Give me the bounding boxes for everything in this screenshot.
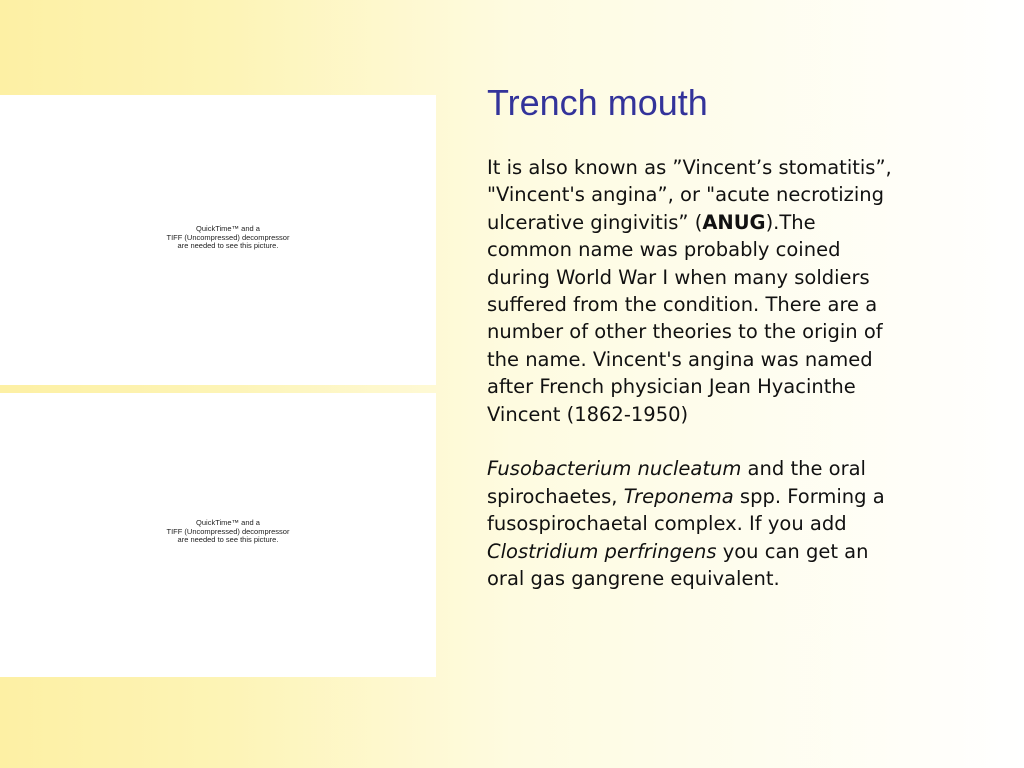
body-line — [487, 483, 977, 510]
body-line: suffered from the condition. There are a — [487, 293, 878, 317]
body-text: and the oral — [741, 457, 866, 481]
slide-title: Trench mouth — [487, 82, 708, 123]
body-line: Vincent (1862-1950) — [487, 402, 689, 426]
body-line: It is also known as ”Vincent’s stomatitis”, — [487, 156, 892, 179]
placeholder-message — [167, 225, 290, 251]
body-text: spp. Forming a — [733, 484, 885, 508]
placeholder-line: are needed to see this picture. — [177, 241, 279, 250]
body-line: fusospirochaetal complex. If you add — [487, 512, 847, 536]
placeholder-line: QuickTime™ and a — [196, 224, 260, 233]
paragraph-names — [487, 154, 977, 428]
body-line: "Vincent's angina”, or "acute necrotizing — [487, 183, 885, 207]
body-line: the name. Vincent's angina was named — [487, 347, 873, 371]
placeholder-line: are needed to see this picture. — [177, 535, 279, 544]
anug-abbreviation: ANUG — [702, 210, 766, 234]
image-placeholder-bottom — [0, 393, 436, 677]
body-text: ).The — [765, 210, 816, 234]
body-line: after French physician Jean Hyacinthe — [487, 375, 856, 399]
paragraph-bacteria — [487, 455, 977, 592]
placeholder-line: QuickTime™ and a — [196, 518, 260, 527]
placeholder-line: TIFF (Uncompressed) decompressor — [166, 526, 290, 536]
body-text: ulcerative gingivitis” ( — [487, 210, 703, 234]
placeholder-message — [167, 519, 290, 545]
body-line — [487, 538, 977, 565]
body-line: oral gas gangrene equivalent. — [487, 567, 780, 591]
species-name: Fusobacterium nucleatum — [487, 457, 742, 481]
body-text: you can get an — [716, 539, 869, 563]
genus-name: Treponema — [623, 484, 734, 508]
image-placeholder-top — [0, 95, 436, 385]
body-text: spirochaetes, — [487, 484, 624, 508]
placeholder-line: TIFF (Uncompressed) decompressor — [166, 232, 290, 242]
body-line: number of other theories to the origin of — [487, 320, 883, 344]
body-line — [487, 209, 977, 236]
body-line: during World War I when many soldiers — [487, 265, 870, 289]
body-line — [487, 455, 977, 482]
slide-body — [487, 154, 977, 592]
body-line: common name was probably coined — [487, 238, 841, 262]
species-name: Clostridium perfringens — [487, 539, 717, 563]
